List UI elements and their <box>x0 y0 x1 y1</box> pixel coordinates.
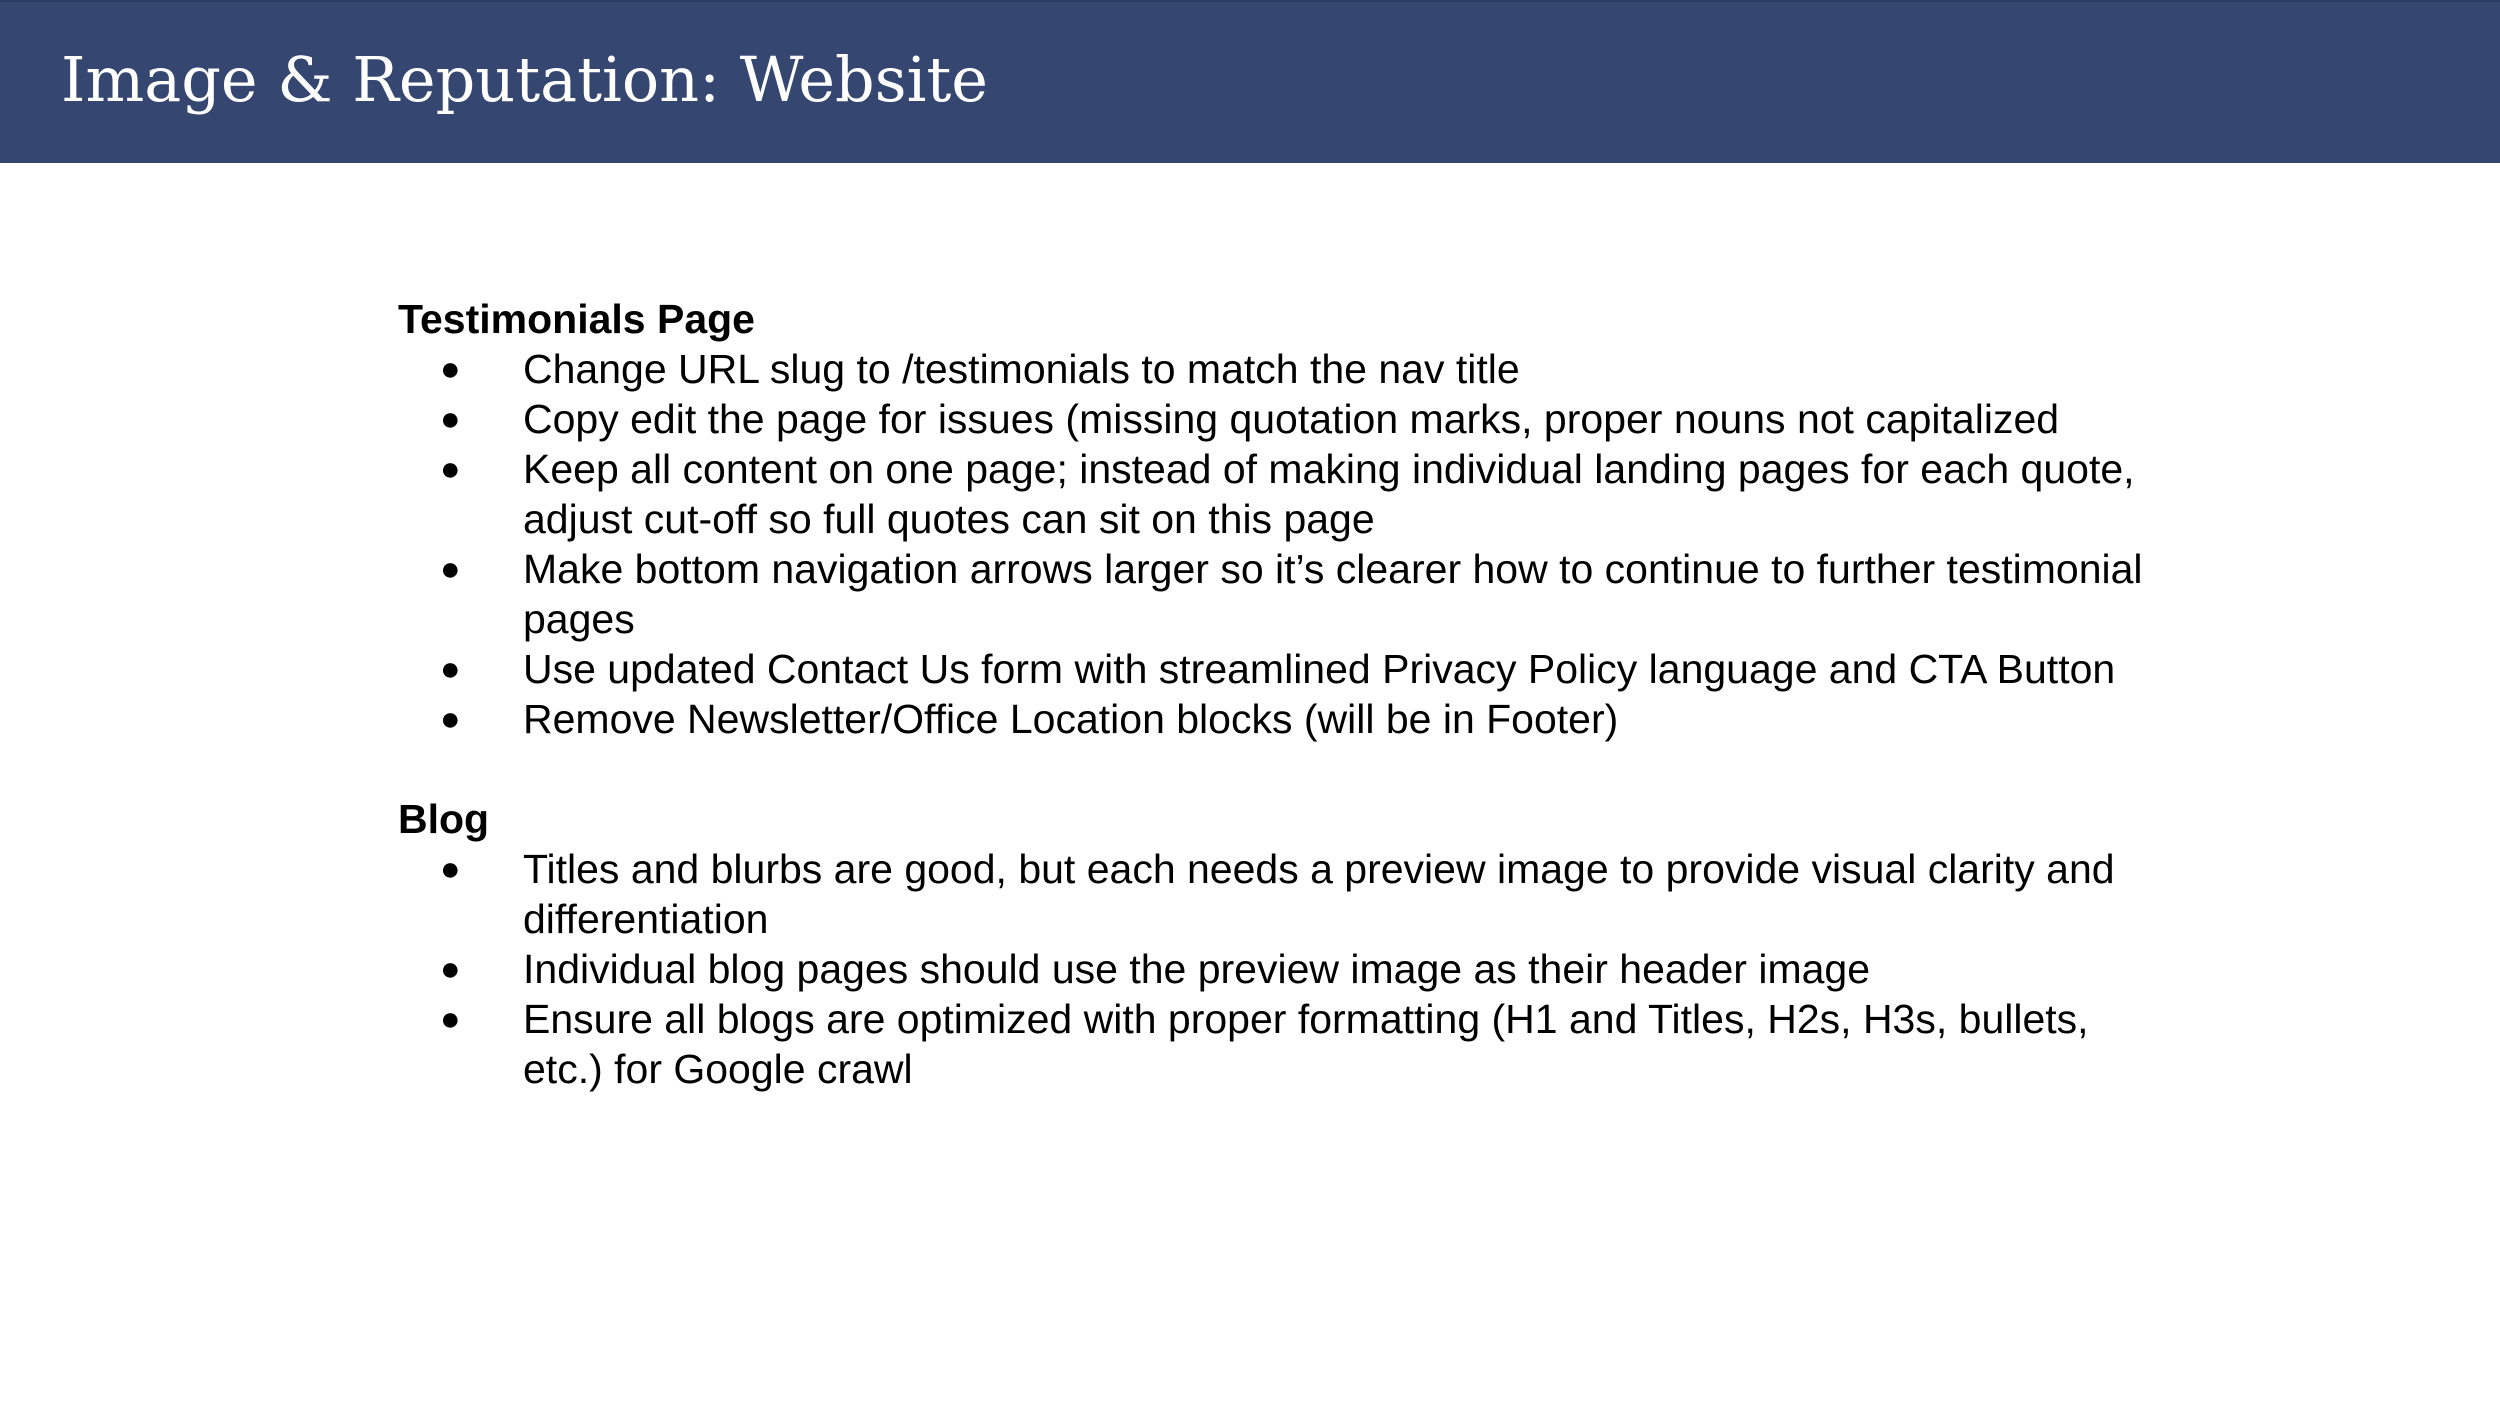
bullet-item <box>398 544 2178 644</box>
bullet-icon: ● <box>440 950 461 988</box>
bullet-text: Copy edit the page for issues (missing quotation marks, proper nouns not capitalized <box>523 396 2060 442</box>
section-heading: Testimonials Page <box>398 296 755 342</box>
bullet-text: Use updated Contact Us form with streamlined Privacy Policy language and CTA Button <box>523 646 2116 692</box>
slide-content <box>398 294 2178 1094</box>
bullet-item <box>398 344 2178 394</box>
section-heading: Blog <box>398 796 490 842</box>
section-blog <box>398 794 2178 1094</box>
bullet-list <box>398 344 2178 744</box>
bullet-icon: ● <box>440 550 461 588</box>
bullet-item <box>398 994 2178 1094</box>
bullet-item <box>398 394 2178 444</box>
section-testimonials <box>398 294 2178 744</box>
bullet-item <box>398 444 2178 544</box>
bullet-item <box>398 944 2178 994</box>
bullet-item <box>398 694 2178 744</box>
bullet-icon: ● <box>440 400 461 438</box>
bullet-text: Titles and blurbs are good, but each needs a preview image to provide visual clarity and differentiation <box>523 846 2115 942</box>
title-bar <box>0 0 2500 163</box>
slide-title: Image & Reputation: Website <box>61 43 989 116</box>
bullet-icon: ● <box>440 650 461 688</box>
bullet-text: Make bottom navigation arrows larger so it’s clearer how to continue to further testimonial pages <box>523 546 2143 642</box>
bullet-icon: ● <box>440 1000 461 1038</box>
bullet-text: Change URL slug to /testimonials to match the nav title <box>523 346 1520 392</box>
bullet-icon: ● <box>440 450 461 488</box>
bullet-text: Remove Newsletter/Office Location blocks (will be in Footer) <box>523 696 1619 742</box>
bullet-text: Ensure all blogs are optimized with proper formatting (H1 and Titles, H2s, H3s, bullets, etc.) for Google crawl <box>523 996 2089 1092</box>
bullet-text: Individual blog pages should use the preview image as their header image <box>523 946 1871 992</box>
bullet-item <box>398 844 2178 944</box>
bullet-icon: ● <box>440 700 461 738</box>
section-spacer <box>398 744 2178 794</box>
bullet-item <box>398 644 2178 694</box>
bullet-icon: ● <box>440 850 461 888</box>
bullet-text: Keep all content on one page; instead of making individual landing pages for each quote, adjust cut-off so full quotes can sit on this page <box>523 446 2135 542</box>
bullet-list <box>398 844 2178 1094</box>
bullet-icon: ● <box>440 350 461 388</box>
